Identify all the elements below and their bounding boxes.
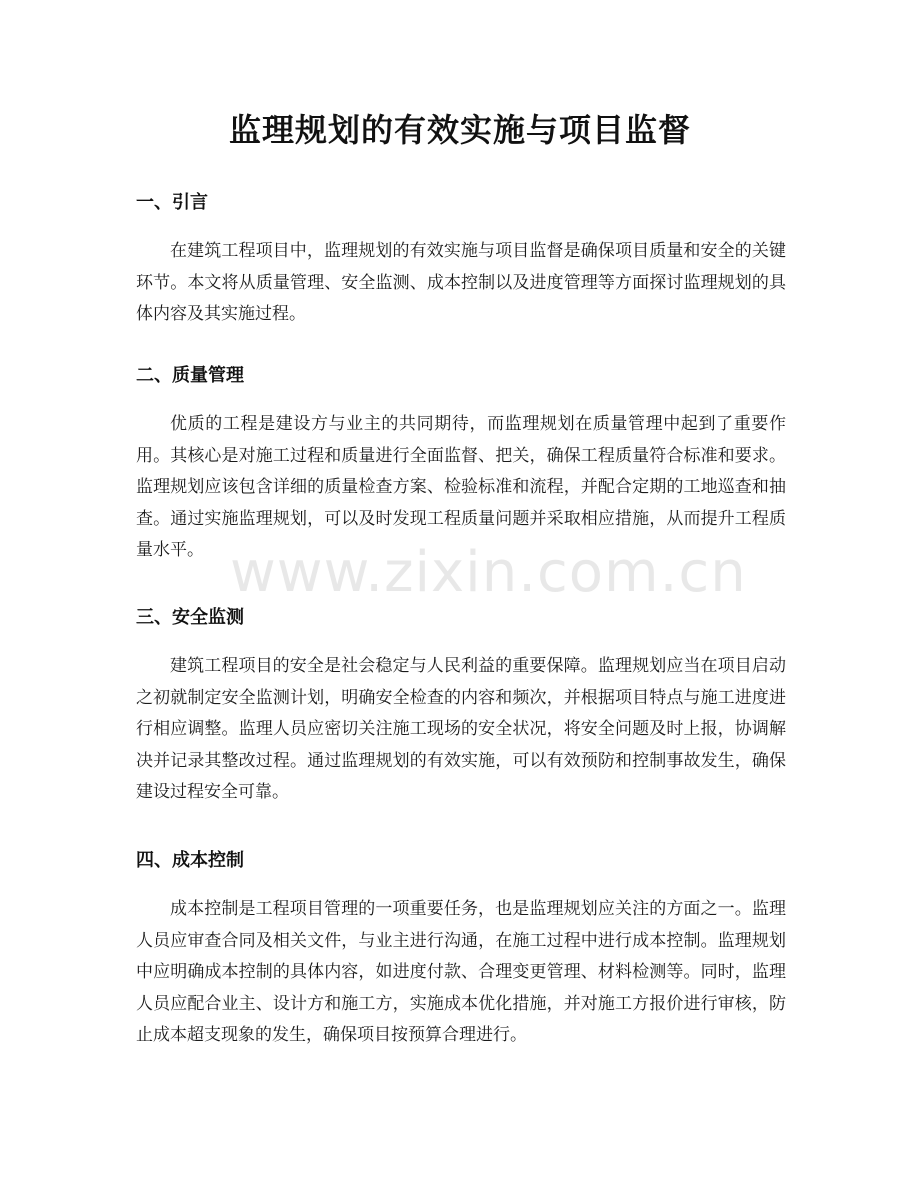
section-heading-cost-control: 四、成本控制 <box>136 850 244 871</box>
section-heading-quality-management: 二、质量管理 <box>136 365 244 386</box>
watermark: www.zixin.com.cn <box>230 540 747 605</box>
document-title: 监理规划的有效实施与项目监督 <box>228 111 691 149</box>
section-paragraph-introduction: 在建筑工程项目中，监理规划的有效实施与项目监督是确保项目质量和安全的关键环节。本文将从质量管理、安全监测、成本控制以及进度管理等方面探讨监理规划的具体内容及其实施过程。 <box>136 241 786 324</box>
section-paragraph-quality-management: 优质的工程是建设方与业主的共同期待，而监理规划在质量管理中起到了重要作用。其核心是对施工过程和质量进行全面监督、把关，确保工程质量符合标准和要求。监理规划应该包含详细的质量检查方案、检验标准和流程，并配合定期的工地巡查和抽查。通过实施监理规划，可以及时发现工程质量问题并采取相应措施，从而提升工程质量水平。 <box>136 414 786 560</box>
section-heading-safety-monitoring: 三、安全监测 <box>136 607 244 628</box>
section-heading-introduction: 一、引言 <box>136 192 208 213</box>
section-paragraph-cost-control: 成本控制是工程项目管理的一项重要任务，也是监理规划应关注的方面之一。监理人员应审查合同及相关文件，与业主进行沟通，在施工过程中进行成本控制。监理规划中应明确成本控制的具体内容，如进度付款、合理变更管理、材料检测等。同时，监理人员应配合业主、设计方和施工方，实施成本优化措施，并对施工方报价进行审核，防止成本超支现象的发生，确保项目按预算合理进行。 <box>136 899 786 1045</box>
section-paragraph-safety-monitoring: 建筑工程项目的安全是社会稳定与人民利益的重要保障。监理规划应当在项目启动之初就制定安全监测计划，明确安全检查的内容和频次，并根据项目特点与施工进度进行相应调整。监理人员应密切关注施工现场的安全状况，将安全问题及时上报，协调解决并记录其整改过程。通过监理规划的有效实施，可以有效预防和控制事故发生，确保建设过程安全可靠。 <box>136 656 786 802</box>
